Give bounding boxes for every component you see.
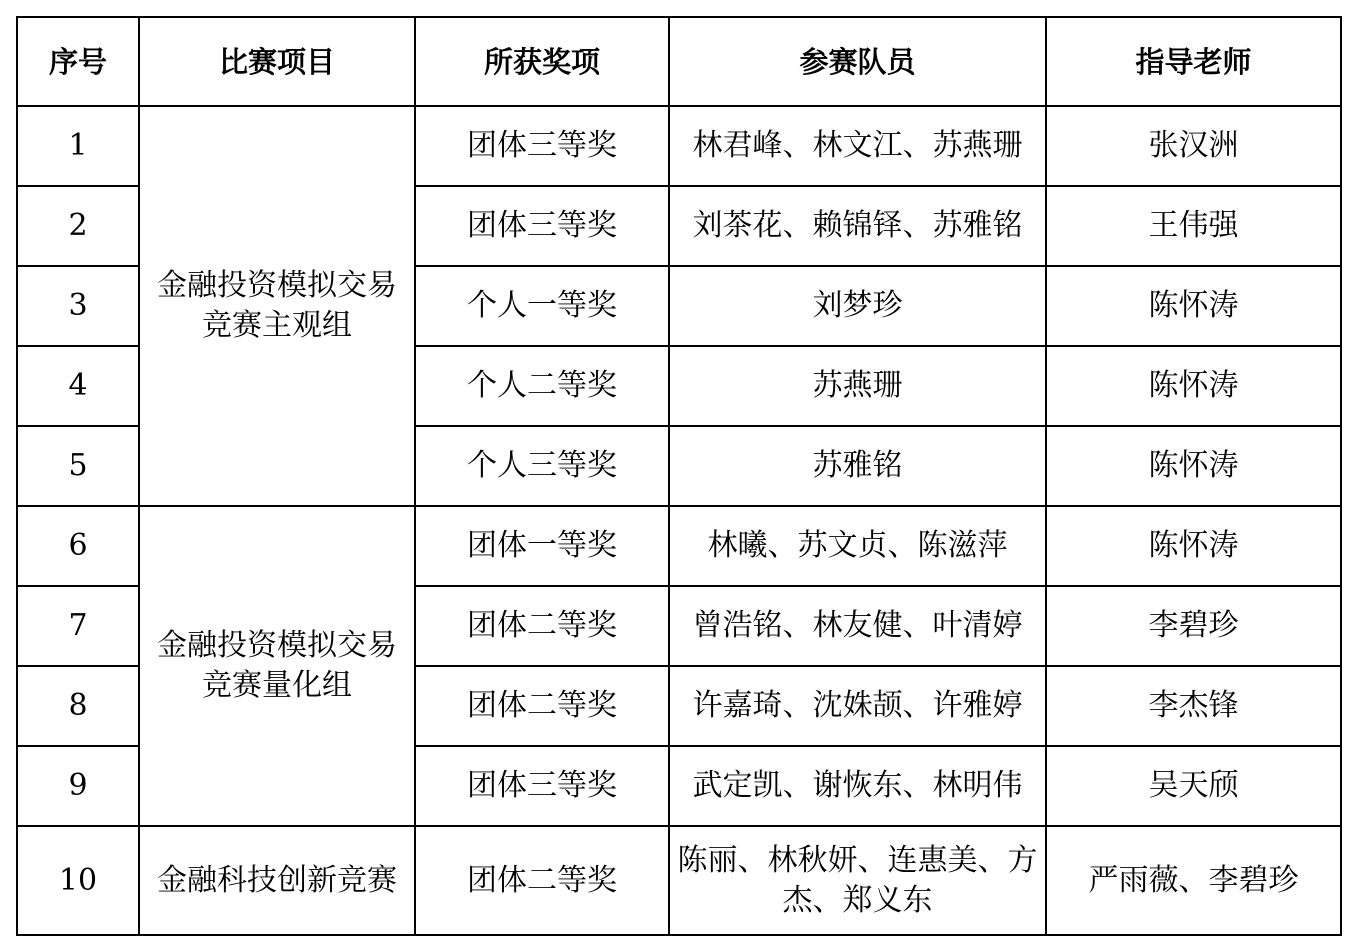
cell-award: 团体三等奖: [415, 186, 669, 266]
cell-serial-number: 9: [17, 746, 139, 826]
cell-award: 团体一等奖: [415, 506, 669, 586]
cell-serial-number: 3: [17, 266, 139, 346]
cell-members: 陈丽、林秋妍、连惠美、方杰、郑义东: [669, 826, 1046, 935]
cell-award: 团体三等奖: [415, 746, 669, 826]
cell-advisor: 张汉洲: [1046, 106, 1341, 186]
cell-serial-number: 10: [17, 826, 139, 935]
cell-advisor: 陈怀涛: [1046, 506, 1341, 586]
cell-members: 林君峰、林文江、苏燕珊: [669, 106, 1046, 186]
table-header-row: [17, 17, 1341, 106]
cell-members: 武定凯、谢恢东、林明伟: [669, 746, 1046, 826]
cell-award: 个人三等奖: [415, 426, 669, 506]
cell-advisor: 王伟强: [1046, 186, 1341, 266]
cell-advisor: 陈怀涛: [1046, 266, 1341, 346]
cell-advisor: 严雨薇、李碧珍: [1046, 826, 1341, 935]
cell-serial-number: 4: [17, 346, 139, 426]
table-row: [17, 826, 1341, 935]
header-award: 所获奖项: [415, 17, 669, 106]
cell-serial-number: 5: [17, 426, 139, 506]
cell-serial-number: 8: [17, 666, 139, 746]
header-serial-number: 序号: [17, 17, 139, 106]
table-row: [17, 506, 1341, 586]
cell-award: 个人一等奖: [415, 266, 669, 346]
cell-advisor: 陈怀涛: [1046, 426, 1341, 506]
awards-table: [16, 16, 1342, 936]
cell-serial-number: 7: [17, 586, 139, 666]
cell-serial-number: 1: [17, 106, 139, 186]
cell-members: 苏雅铭: [669, 426, 1046, 506]
cell-event-group-2: 金融投资模拟交易竞赛量化组: [139, 506, 415, 826]
cell-advisor: 陈怀涛: [1046, 346, 1341, 426]
header-advisor: 指导老师: [1046, 17, 1341, 106]
header-event: 比赛项目: [139, 17, 415, 106]
cell-award: 个人二等奖: [415, 346, 669, 426]
cell-members: 刘茶花、赖锦铎、苏雅铭: [669, 186, 1046, 266]
cell-serial-number: 2: [17, 186, 139, 266]
cell-members: 许嘉琦、沈姝颉、许雅婷: [669, 666, 1046, 746]
table-row: [17, 106, 1341, 186]
cell-award: 团体二等奖: [415, 666, 669, 746]
cell-members: 刘梦珍: [669, 266, 1046, 346]
cell-advisor: 李杰锋: [1046, 666, 1341, 746]
cell-event-group-1: 金融投资模拟交易竞赛主观组: [139, 106, 415, 506]
cell-award: 团体三等奖: [415, 106, 669, 186]
cell-serial-number: 6: [17, 506, 139, 586]
cell-award: 团体二等奖: [415, 826, 669, 935]
cell-advisor: 吴天颀: [1046, 746, 1341, 826]
header-members: 参赛队员: [669, 17, 1046, 106]
cell-members: 苏燕珊: [669, 346, 1046, 426]
cell-members: 曾浩铭、林友健、叶清婷: [669, 586, 1046, 666]
cell-members: 林曦、苏文贞、陈滋萍: [669, 506, 1046, 586]
cell-event-group-3: 金融科技创新竞赛: [139, 826, 415, 935]
cell-advisor: 李碧珍: [1046, 586, 1341, 666]
cell-award: 团体二等奖: [415, 586, 669, 666]
